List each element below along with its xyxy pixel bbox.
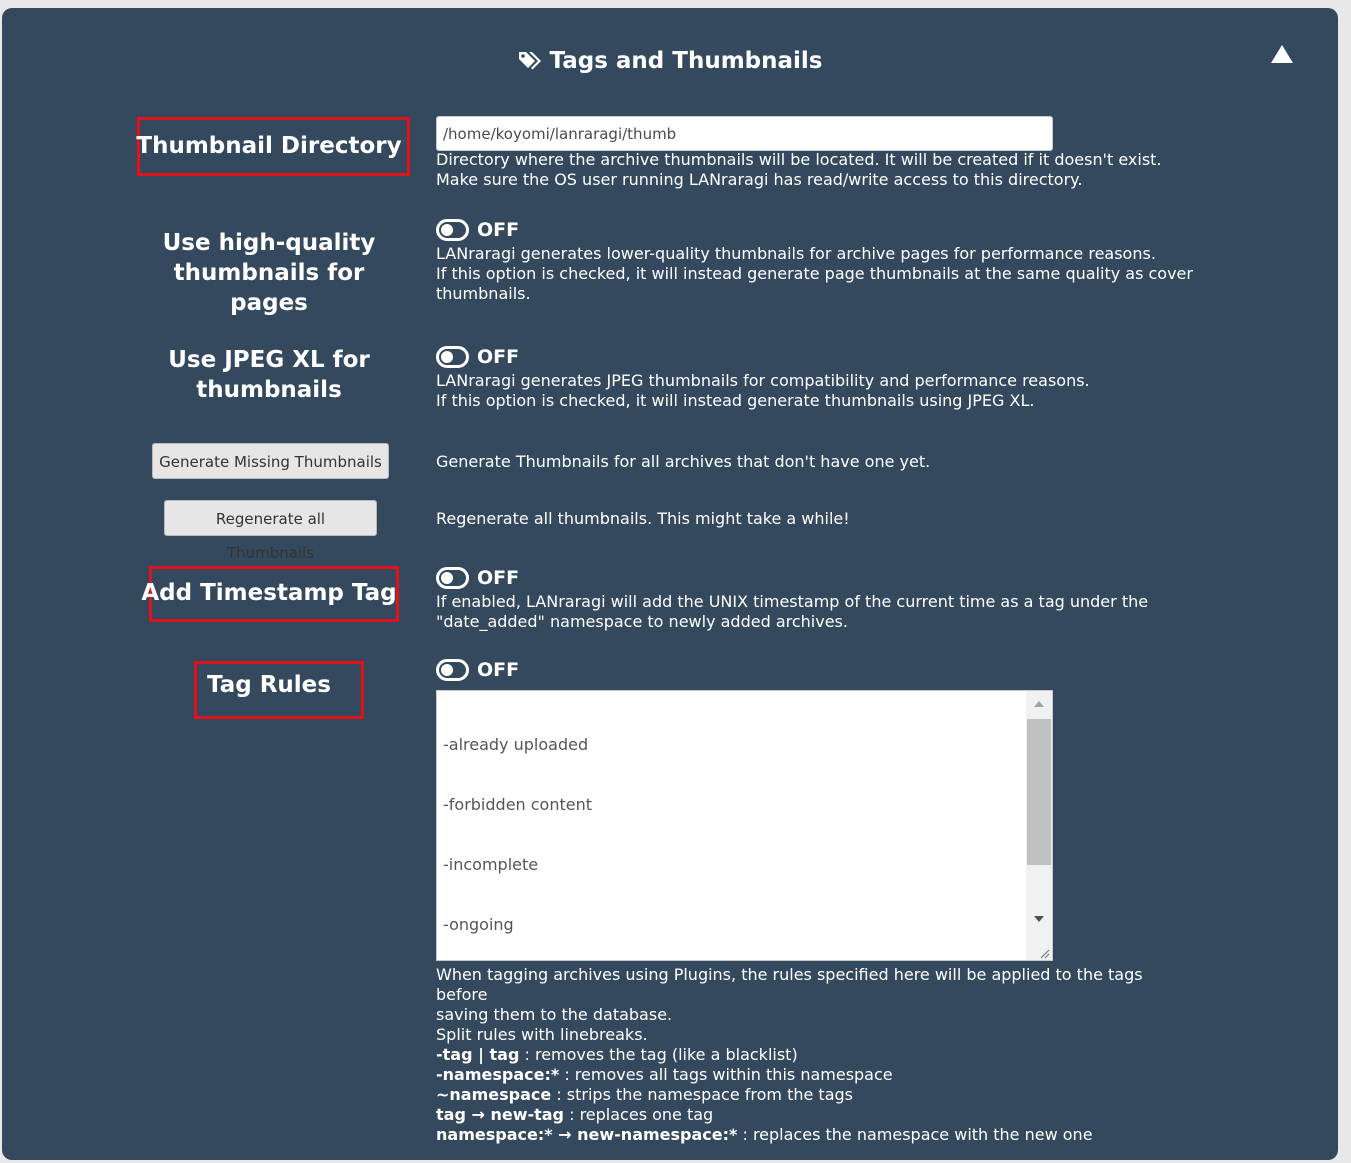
tag-rules-lines xyxy=(443,695,592,961)
rule-explanation: : removes all tags within this namespace xyxy=(559,1065,893,1084)
tag-rule-line: -incomplete xyxy=(443,855,539,874)
jxl-toggle[interactable] xyxy=(436,343,1196,371)
jxl-state: OFF xyxy=(477,346,520,368)
jxl-desc-2: If this option is checked, it will instead generate thumbnails using JPEG XL. xyxy=(436,391,1035,410)
hq-thumbnails-setting xyxy=(436,216,1196,304)
tag-rule-help-1 xyxy=(436,1045,1196,1065)
tag-rule-line: -already uploaded xyxy=(443,735,589,754)
toggle-off-icon xyxy=(436,567,469,589)
hq-thumbnails-state: OFF xyxy=(477,219,520,241)
tag-rule-help-3 xyxy=(436,1085,1196,1105)
tag-rules-toggle-row xyxy=(436,656,1196,684)
thumbnail-directory-desc-2: Make sure the OS user running LANraragi has read/write access to this directory. xyxy=(436,170,1083,189)
timestamp-tag-desc-1: If enabled, LANraragi will add the UNIX timestamp of the current time as a tag under the xyxy=(436,592,1149,611)
hq-thumbnails-label xyxy=(134,228,404,318)
toggle-off-icon xyxy=(436,659,469,681)
tag-rules-label: Tag Rules xyxy=(207,672,331,698)
rule-syntax: tag → new-tag xyxy=(436,1105,565,1124)
generate-missing-thumbnails-button[interactable]: Generate Missing Thumbnails xyxy=(152,443,389,479)
thumbnail-directory-setting xyxy=(436,116,1196,190)
thumbnail-directory-input[interactable] xyxy=(436,116,1053,151)
tag-rules-desc-1: When tagging archives using Plugins, the rules specified here will be applied to the tags before xyxy=(436,965,1143,1004)
jxl-setting xyxy=(436,343,1196,411)
tag-rule-help-5 xyxy=(436,1125,1196,1145)
scroll-down-icon[interactable] xyxy=(1033,915,1045,923)
tag-rules-description xyxy=(436,965,1196,1145)
thumbnail-directory-label: Thumbnail Directory xyxy=(136,133,402,159)
hq-thumbnails-toggle[interactable] xyxy=(436,216,1196,244)
timestamp-tag-toggle[interactable] xyxy=(436,564,1196,592)
scroll-thumb[interactable] xyxy=(1027,719,1051,865)
resize-grip-icon[interactable] xyxy=(1038,947,1050,959)
generate-missing-desc: Generate Thumbnails for all archives that don't have one yet. xyxy=(436,452,931,471)
regenerate-all-desc: Regenerate all thumbnails. This might take a while! xyxy=(436,509,850,528)
hq-thumbnails-desc-2: If this option is checked, it will instead generate page thumbnails at the same quality as cover xyxy=(436,264,1193,283)
rule-explanation: : removes the tag (like a blacklist) xyxy=(519,1045,798,1064)
textarea-scrollbar[interactable] xyxy=(1026,691,1052,960)
toggle-off-icon xyxy=(436,346,469,368)
tag-rules-desc-3: Split rules with linebreaks. xyxy=(436,1025,648,1044)
regenerate-all-thumbnails-button[interactable]: Regenerate all Thumbnails xyxy=(164,500,377,536)
hq-thumbnails-desc-1: LANraragi generates lower-quality thumbnails for archive pages for performance reasons. xyxy=(436,244,1156,263)
rule-syntax: -namespace:* xyxy=(436,1065,560,1084)
jxl-label xyxy=(134,345,404,405)
thumbnail-directory-desc-1: Directory where the archive thumbnails will be located. It will be created if it doesn't exist. xyxy=(436,150,1162,169)
tag-rules-state: OFF xyxy=(477,659,520,681)
collapse-icon[interactable] xyxy=(1270,44,1294,64)
scroll-up-icon[interactable] xyxy=(1033,700,1045,708)
jxl-label-line-2: thumbnails xyxy=(196,377,342,403)
timestamp-tag-desc-2: "date_added" namespace to newly added archives. xyxy=(436,612,848,631)
timestamp-tag-label: Add Timestamp Tag xyxy=(141,580,397,606)
rule-syntax: ~namespace xyxy=(436,1085,552,1104)
toggle-off-icon xyxy=(436,219,469,241)
hq-thumbnails-label-line-2: thumbnails for pages xyxy=(173,260,365,316)
tag-rules-desc-2: saving them to the database. xyxy=(436,1005,673,1024)
tags-icon xyxy=(518,50,544,72)
timestamp-tag-state: OFF xyxy=(477,567,520,589)
tag-rule-line: -ongoing xyxy=(443,915,514,934)
jxl-label-line-1: Use JPEG XL for xyxy=(168,347,370,373)
rule-explanation: : replaces the namespace with the new one xyxy=(737,1125,1093,1144)
hq-thumbnails-label-line-1: Use high-quality xyxy=(162,230,376,256)
tag-rule-line: -forbidden content xyxy=(443,795,593,814)
section-header xyxy=(2,46,1338,76)
tag-rule-help-2 xyxy=(436,1065,1196,1085)
section-title: Tags and Thumbnails xyxy=(549,48,823,74)
tag-rules-toggle[interactable] xyxy=(436,656,1196,684)
hq-thumbnails-desc-3: thumbnails. xyxy=(436,284,531,303)
rule-explanation: : replaces one tag xyxy=(564,1105,714,1124)
timestamp-tag-setting xyxy=(436,564,1196,632)
rule-explanation: : strips the namespace from the tags xyxy=(551,1085,853,1104)
tag-rule-help-4 xyxy=(436,1105,1196,1125)
tag-rules-textarea[interactable] xyxy=(436,690,1053,961)
jxl-desc-1: LANraragi generates JPEG thumbnails for compatibility and performance reasons. xyxy=(436,371,1090,390)
rule-syntax: namespace:* → new-namespace:* xyxy=(436,1125,738,1144)
rule-syntax: -tag | tag xyxy=(436,1045,520,1064)
